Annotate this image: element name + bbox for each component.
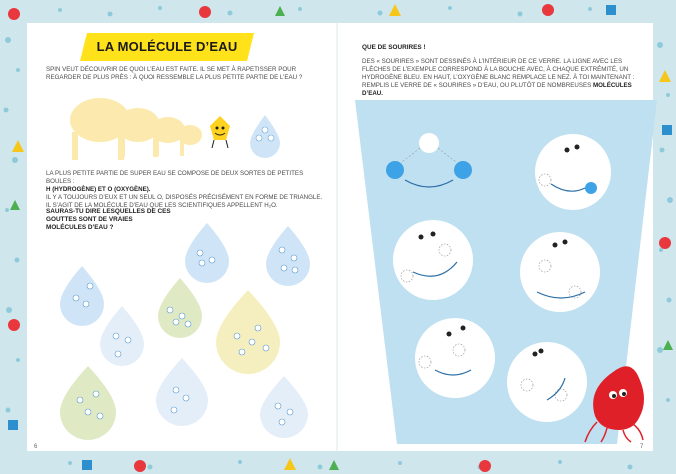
right-page-number: 7 — [640, 444, 644, 450]
right-paragraph-text: DES « SOURIRES » SONT DESSINÉS À L’INTÉRIEUR DE CE VERRE. LA LIGNE AVEC LES FLÈCHES DE L’EXEMPLE CORRESPOND À LA BOUCHE AVEC, À CHAQUE EXTRÉMITÉ, UN HYDROGÈNE BLEU. EN HAUT, L’OXYGÈNE BLANC REMPLACE LE NEZ. À TOI MAINTENANT : REMPLIS LE VERRE DE « SOURIRES » D’EAU, OU PLUTÔT DE NOMBREUSES — [362, 58, 635, 89]
drop-7 — [60, 366, 116, 440]
composition-line-1: LA PLUS PETITE PARTIE DE SUPER EAU SE COMPOSE DE DEUX SORTES DE PETITES BOULES : — [46, 170, 304, 185]
smile-4 — [415, 318, 495, 398]
smile-5 — [507, 342, 587, 422]
composition-line-4: IL S’AGIT DE LA MOLÉCULE D’EAU QUE LES SCIENTIFIQUES APPELLENT H₂O. — [46, 202, 278, 209]
smile-3 — [520, 232, 600, 312]
intro-paragraph: SPIN VEUT DÉCOUVRIR DE QUOI L’EAU EST FAITE. IL SE MET À RAPETISSER POUR REGARDER DE PLUS PRÈS : À QUOI RESSEMBLE LA PLUS PETITE PARTIE DE L’EAU ? — [46, 66, 303, 81]
right-heading: QUE DE SOURIRES ! — [362, 44, 426, 51]
page-title: LA MOLÉCULE D’EAU — [96, 39, 238, 54]
drop-9 — [260, 376, 308, 438]
drop-6 — [216, 290, 280, 374]
composition-paragraph — [46, 170, 326, 210]
page-gutter — [336, 23, 338, 451]
right-paragraph-bold: MOLÉCULES D’EAU. — [362, 82, 632, 97]
drop-4 — [158, 278, 202, 338]
smile-2 — [393, 220, 473, 300]
molecule-drops — [52, 218, 322, 443]
right-paragraph — [362, 58, 647, 98]
left-page-number: 6 — [34, 444, 38, 450]
composition-line-2: H (HYDROGÈNE) ET O (OXYGÈNE). — [46, 186, 151, 193]
drop-3 — [60, 266, 104, 326]
drop-2 — [266, 226, 310, 286]
smile-1 — [535, 134, 611, 210]
drop-8 — [156, 358, 208, 426]
composition-line-3: IL Y A TOUJOURS D’EUX ET UN SEUL O, DISPOSÉS PRÉCISÉMENT EN FORME DE TRIANGLE. — [46, 194, 323, 201]
drops-question: SAURAS-TU DIRE LESQUELLES DE CES GOUTTES SONT DE VRAIES MOLÉCULES D’EAU ? — [46, 208, 171, 231]
drop-1 — [185, 223, 229, 283]
shrinking-character-illustration — [60, 90, 290, 165]
drop-5 — [100, 306, 144, 366]
water-glass — [355, 100, 657, 444]
